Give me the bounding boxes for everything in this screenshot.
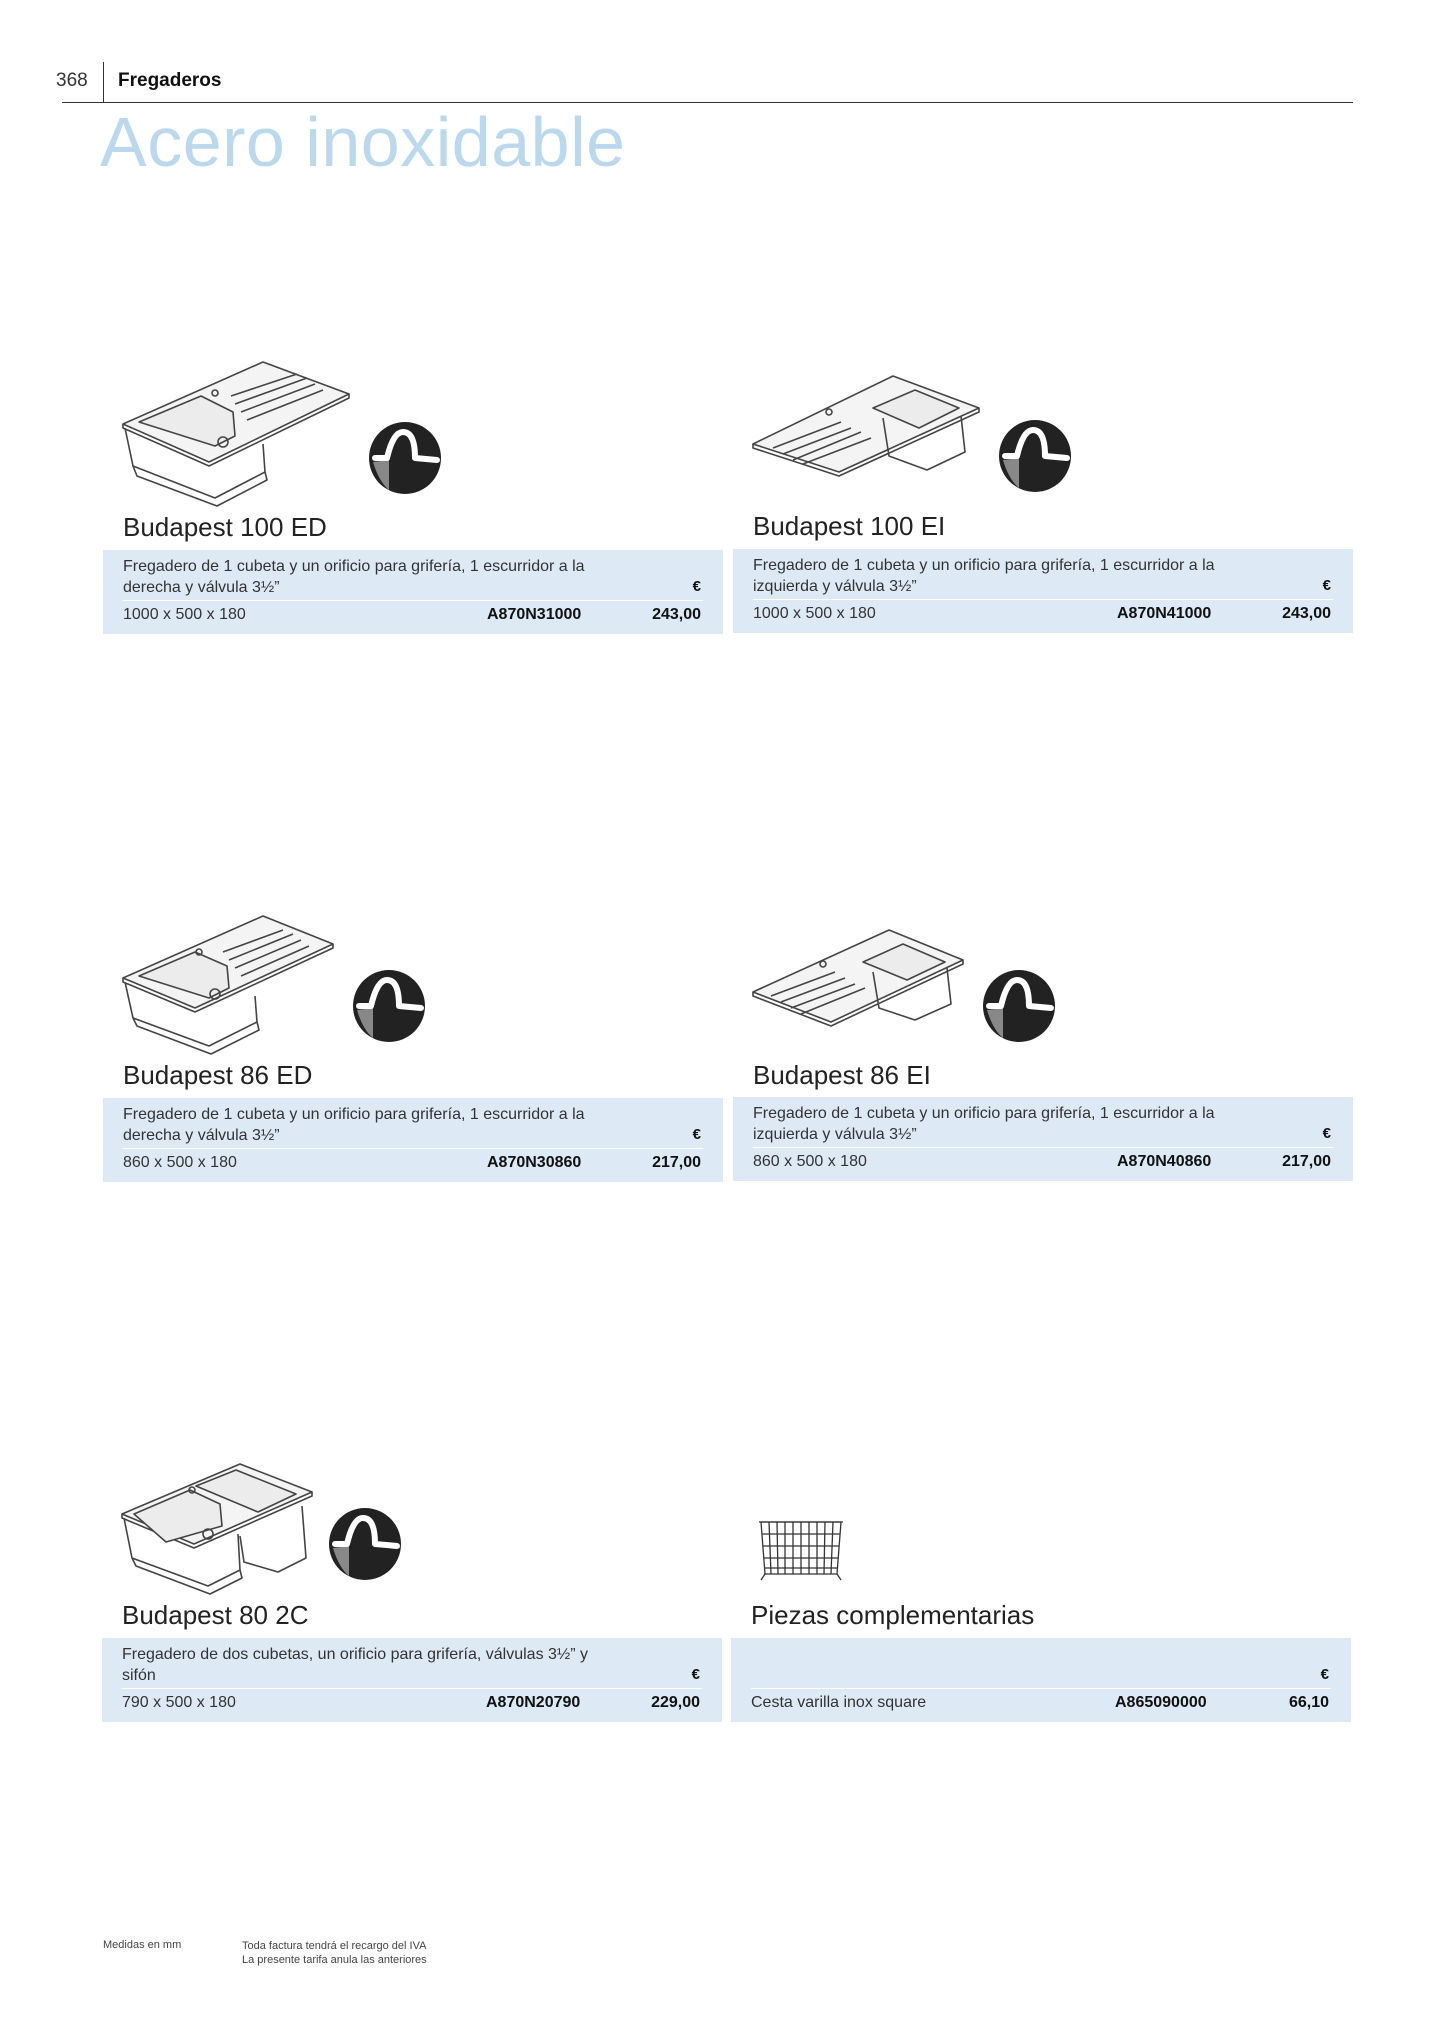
product-price: 229,00 <box>651 1694 700 1711</box>
product-card <box>102 1446 722 1736</box>
footer-legal-note <box>242 1939 427 1967</box>
product-price: 243,00 <box>652 606 701 623</box>
product-description: Fregadero de 1 cubeta y un orificio para grifería, 1 escurridor a la derecha y válvula 3½” <box>123 1106 585 1144</box>
page-title: Acero inoxidable <box>100 103 626 181</box>
currency-label: € <box>1322 1125 1331 1142</box>
product-code: A870N30860 <box>487 1154 582 1171</box>
product-price: 217,00 <box>1282 1153 1331 1170</box>
product-price: 243,00 <box>1282 605 1331 622</box>
product-card <box>733 352 1353 642</box>
product-card <box>733 900 1353 1190</box>
product-dimensions: 1000 x 500 x 180 <box>753 605 876 622</box>
product-description: Fregadero de dos cubetas, un orificio para grifería, válvulas 3½” y sifón <box>122 1646 589 1684</box>
single-bowl-sink-left-drainer-icon <box>733 900 1353 1060</box>
footer-legal-line: La presente tarifa anula las anteriores <box>242 1954 427 1966</box>
product-code: A865090000 <box>1115 1694 1207 1711</box>
product-info-box <box>102 1638 722 1722</box>
row-divider <box>753 599 1333 600</box>
undermount-mount-icon <box>353 970 425 1042</box>
row-divider <box>123 1148 703 1149</box>
product-info-box <box>103 550 723 634</box>
product-card <box>731 1446 1351 1736</box>
double-bowl-sink-icon <box>102 1446 722 1606</box>
product-price: 217,00 <box>652 1154 701 1171</box>
product-name: Budapest 100 EI <box>753 511 946 541</box>
product-code: A870N40860 <box>1117 1153 1212 1170</box>
product-card <box>103 352 723 642</box>
currency-label: € <box>1322 577 1331 594</box>
product-dimensions: Cesta varilla inox square <box>751 1694 927 1711</box>
single-bowl-sink-left-drainer-icon <box>733 352 1353 512</box>
single-bowl-sink-right-drainer-icon <box>103 352 723 512</box>
product-description: Fregadero de 1 cubeta y un orificio para grifería, 1 escurridor a la izquierda y válvula 3½” <box>753 557 1215 595</box>
product-name: Budapest 86 EI <box>753 1060 931 1090</box>
product-info-box <box>733 549 1353 633</box>
footer-legal-line: Toda factura tendrá el recargo del IVA <box>242 1940 427 1952</box>
product-dimensions: 860 x 500 x 180 <box>123 1154 237 1171</box>
single-bowl-sink-right-drainer-icon <box>103 900 723 1060</box>
currency-label: € <box>692 578 701 595</box>
undermount-mount-icon <box>329 1508 401 1580</box>
currency-label: € <box>691 1666 700 1683</box>
undermount-mount-icon <box>983 970 1055 1042</box>
product-dimensions: 790 x 500 x 180 <box>122 1694 236 1711</box>
product-info-box <box>103 1098 723 1182</box>
product-name: Piezas complementarias <box>751 1600 1035 1630</box>
currency-label: € <box>1320 1666 1329 1683</box>
product-description: Fregadero de 1 cubeta y un orificio para grifería, 1 escurridor a la derecha y válvula 3½” <box>123 558 585 596</box>
product-code: A870N31000 <box>487 606 582 623</box>
page-number: 368 <box>56 70 88 91</box>
product-name: Budapest 100 ED <box>123 512 327 542</box>
header-separator <box>103 62 104 102</box>
product-code: A870N41000 <box>1117 605 1212 622</box>
product-info-box <box>733 1097 1353 1181</box>
product-name: Budapest 86 ED <box>123 1060 313 1090</box>
undermount-mount-icon <box>999 420 1071 492</box>
product-card <box>103 900 723 1190</box>
product-price: 66,10 <box>1288 1694 1329 1711</box>
row-divider <box>123 600 703 601</box>
product-info-box <box>731 1638 1351 1722</box>
currency-label: € <box>692 1126 701 1143</box>
wire-basket-icon <box>731 1446 1351 1606</box>
section-name: Fregaderos <box>118 70 222 91</box>
product-name: Budapest 80 2C <box>122 1600 309 1630</box>
undermount-mount-icon <box>369 422 441 494</box>
product-dimensions: 860 x 500 x 180 <box>753 1153 867 1170</box>
row-divider <box>122 1688 702 1689</box>
product-code: A870N20790 <box>486 1694 581 1711</box>
product-dimensions: 1000 x 500 x 180 <box>123 606 246 623</box>
row-divider <box>753 1147 1333 1148</box>
footer-measure-note: Medidas en mm <box>103 1939 182 1951</box>
product-description: Fregadero de 1 cubeta y un orificio para grifería, 1 escurridor a la izquierda y válvula 3½” <box>753 1105 1215 1143</box>
row-divider <box>751 1688 1331 1689</box>
